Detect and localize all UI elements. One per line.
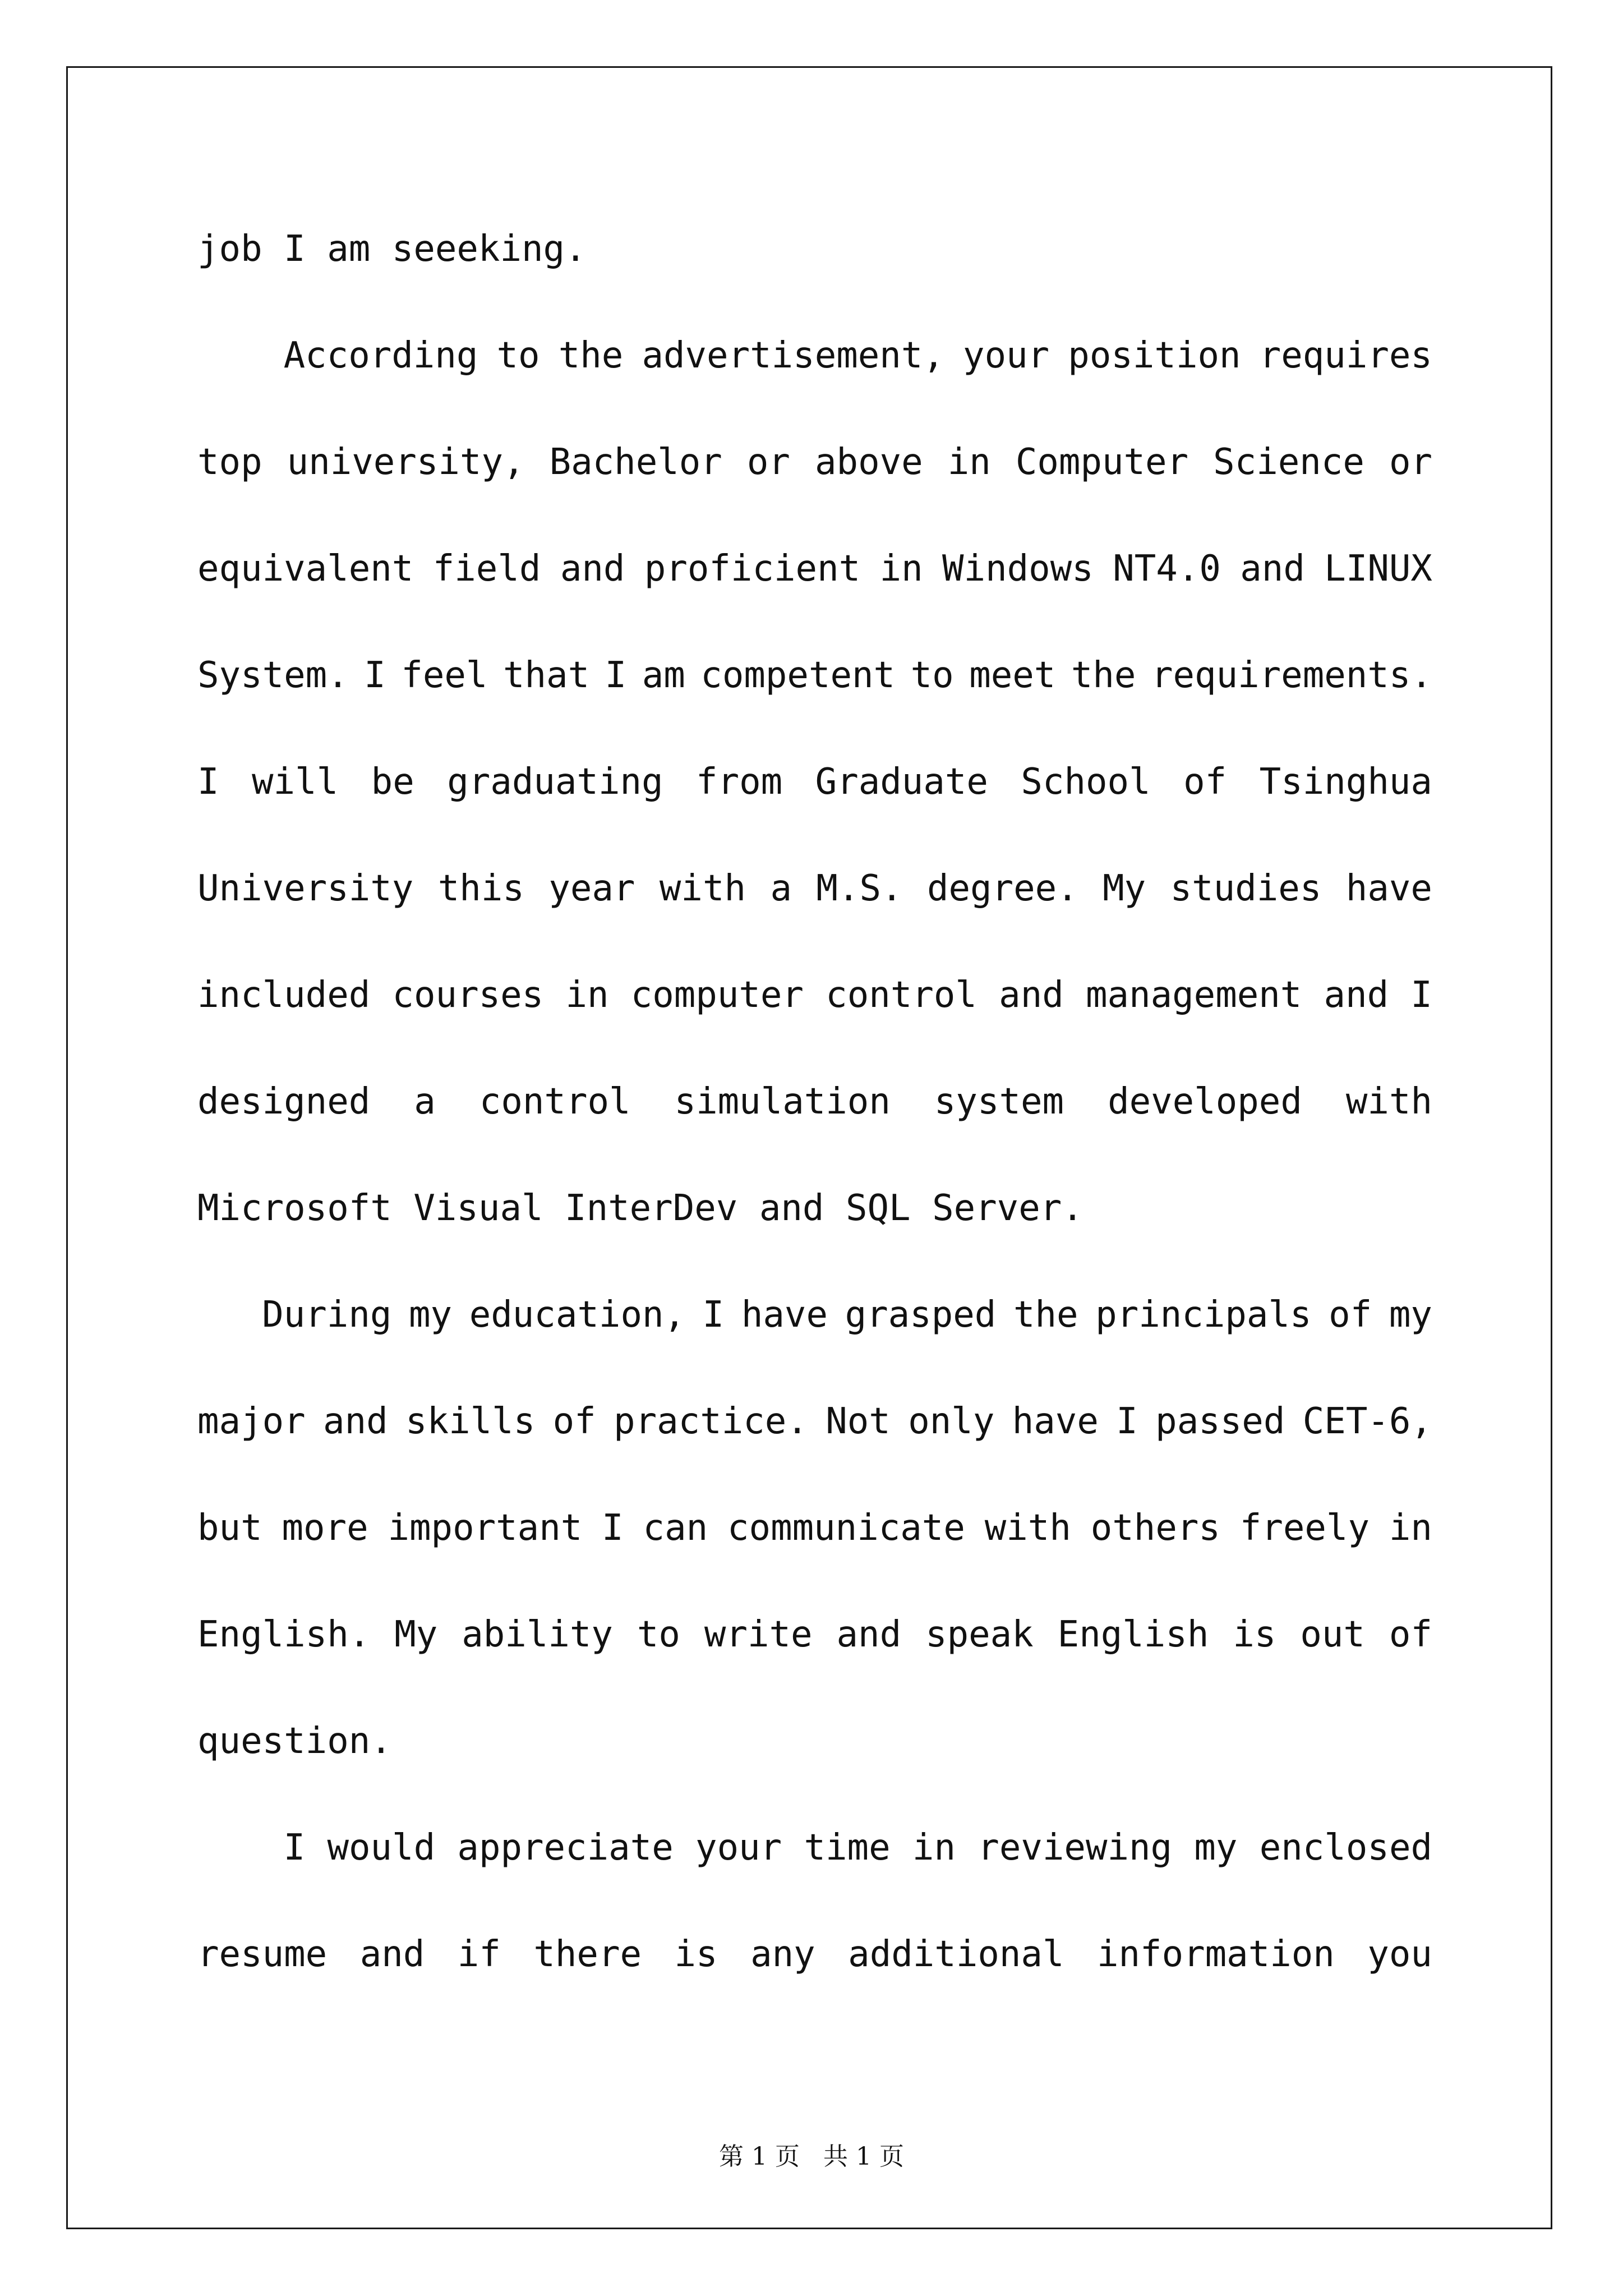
text-line xyxy=(197,1066,1432,1172)
word: of xyxy=(1329,1294,1372,1336)
text-line xyxy=(197,746,1432,853)
word: additional xyxy=(848,1934,1064,1975)
word: can xyxy=(643,1507,708,1549)
word: your xyxy=(963,335,1050,376)
word: in xyxy=(565,974,609,1016)
word: computer xyxy=(630,974,804,1016)
word: of xyxy=(552,1401,596,1442)
word: to xyxy=(496,335,540,376)
word: meet xyxy=(969,655,1056,696)
word: studies xyxy=(1170,868,1322,909)
word: My xyxy=(394,1614,438,1655)
word: or xyxy=(746,441,790,483)
word: a xyxy=(414,1081,436,1122)
word: advertisement, xyxy=(642,335,944,376)
word: Computer xyxy=(1015,441,1189,483)
text-line xyxy=(197,533,1432,639)
word: my xyxy=(1194,1827,1238,1869)
word: System. xyxy=(197,655,349,696)
word: appreciate xyxy=(457,1827,674,1869)
word: with xyxy=(659,868,746,909)
word: university, xyxy=(287,441,525,483)
word: English xyxy=(1057,1614,1209,1655)
word: control xyxy=(479,1081,631,1122)
word: control xyxy=(826,974,977,1016)
word: is xyxy=(674,1934,718,1975)
word: enclosed xyxy=(1259,1827,1432,1869)
word: designed xyxy=(197,1081,371,1122)
word: my xyxy=(409,1294,453,1336)
text-line xyxy=(197,853,1432,959)
word: University xyxy=(197,868,414,909)
word: resume xyxy=(197,1934,328,1975)
word: School xyxy=(1021,761,1151,803)
word: I xyxy=(197,761,219,803)
word: a xyxy=(770,868,792,909)
word: reviewing xyxy=(978,1827,1173,1869)
word: degree. xyxy=(926,868,1078,909)
word: Tsinghua xyxy=(1259,761,1432,803)
word: and xyxy=(999,974,1064,1016)
word: practice. xyxy=(614,1401,808,1442)
word: to xyxy=(637,1614,680,1655)
word: Bachelor xyxy=(549,441,722,483)
word: you xyxy=(1367,1934,1432,1975)
word: LINUX xyxy=(1324,548,1432,590)
word: and xyxy=(1324,974,1389,1016)
word: management xyxy=(1086,974,1302,1016)
word: this xyxy=(437,868,524,909)
word: NT4.0 xyxy=(1113,548,1221,590)
letter-body xyxy=(197,213,1432,2025)
word: system xyxy=(934,1081,1064,1122)
word: graduating xyxy=(447,761,663,803)
word: in xyxy=(912,1827,956,1869)
word: proficient xyxy=(644,548,861,590)
word: time xyxy=(804,1827,891,1869)
word: if xyxy=(457,1934,501,1975)
word: English. xyxy=(197,1614,371,1655)
word: field xyxy=(432,548,541,590)
text-line xyxy=(197,1918,1432,2025)
word: have xyxy=(1012,1401,1099,1442)
word: have xyxy=(1345,868,1432,909)
text-line: question. xyxy=(197,1720,392,1762)
word: and xyxy=(560,548,625,590)
text-line xyxy=(197,426,1432,533)
word: above xyxy=(815,441,923,483)
word: speak xyxy=(925,1614,1034,1655)
word: I xyxy=(605,655,627,696)
word: there xyxy=(533,1934,642,1975)
word: Windows xyxy=(942,548,1094,590)
word: According xyxy=(283,335,478,376)
text-line xyxy=(197,1599,1432,1705)
word: in xyxy=(879,548,923,590)
word: Science xyxy=(1213,441,1364,483)
word: have xyxy=(741,1294,828,1336)
word: and xyxy=(1240,548,1305,590)
word: would xyxy=(327,1827,436,1869)
word: the xyxy=(1013,1294,1078,1336)
word: position xyxy=(1068,335,1241,376)
word: major xyxy=(197,1401,306,1442)
word: simulation xyxy=(674,1081,891,1122)
word: with xyxy=(984,1507,1071,1549)
word: and xyxy=(323,1401,388,1442)
word: M.S. xyxy=(816,868,903,909)
word: or xyxy=(1389,441,1432,483)
word: and xyxy=(359,1934,425,1975)
word: to xyxy=(910,655,954,696)
word: Graduate xyxy=(815,761,988,803)
word: with xyxy=(1345,1081,1432,1122)
word: will xyxy=(252,761,339,803)
text-line: Microsoft Visual InterDev and SQL Server. xyxy=(197,1188,1083,1229)
word: in xyxy=(1389,1507,1432,1549)
word: passed xyxy=(1155,1401,1285,1442)
word: from xyxy=(696,761,783,803)
word: my xyxy=(1389,1294,1432,1336)
word: write xyxy=(704,1614,813,1655)
word: of xyxy=(1389,1614,1432,1655)
word: year xyxy=(548,868,635,909)
word: I xyxy=(1116,1401,1138,1442)
word: be xyxy=(371,761,414,803)
page-footer: 第 1 页 共 1 页 xyxy=(719,2142,904,2171)
word: I xyxy=(702,1294,725,1336)
text-line xyxy=(197,639,1432,746)
word: My xyxy=(1103,868,1146,909)
word: the xyxy=(1071,655,1136,696)
word: feel xyxy=(401,655,488,696)
text-line xyxy=(197,1386,1432,1492)
word: in xyxy=(947,441,991,483)
text-line xyxy=(197,1492,1432,1599)
word: developed xyxy=(1108,1081,1302,1122)
text-line xyxy=(197,1812,1432,1918)
word: included xyxy=(197,974,371,1016)
word: important xyxy=(388,1507,583,1549)
text-line xyxy=(197,959,1432,1066)
word: of xyxy=(1183,761,1227,803)
word: competent xyxy=(700,655,896,696)
word: any xyxy=(750,1934,815,1975)
word: equivalent xyxy=(197,548,414,590)
word: more xyxy=(282,1507,368,1549)
word: grasped xyxy=(845,1294,997,1336)
text-line: job I am seeeking. xyxy=(197,228,587,270)
word: Not xyxy=(826,1401,891,1442)
word: freely xyxy=(1239,1507,1370,1549)
word: I xyxy=(602,1507,624,1549)
word: principals xyxy=(1095,1294,1312,1336)
word: your xyxy=(695,1827,782,1869)
word: the xyxy=(558,335,624,376)
word: skills xyxy=(405,1401,536,1442)
text-line xyxy=(197,320,1432,426)
word: only xyxy=(908,1401,995,1442)
word: others xyxy=(1090,1507,1220,1549)
word: and xyxy=(836,1614,902,1655)
word: I xyxy=(364,655,386,696)
word: requirements. xyxy=(1151,655,1432,696)
word: I xyxy=(283,1827,306,1869)
text-line xyxy=(197,1279,1432,1386)
word: ability xyxy=(462,1614,613,1655)
word: CET-6, xyxy=(1302,1401,1432,1442)
word: but xyxy=(197,1507,262,1549)
word: top xyxy=(197,441,262,483)
word: requires xyxy=(1259,335,1432,376)
word: information xyxy=(1096,1934,1335,1975)
word: that xyxy=(502,655,590,696)
word: communicate xyxy=(727,1507,965,1549)
word: I xyxy=(1410,974,1432,1016)
word: am xyxy=(642,655,685,696)
word: education, xyxy=(469,1294,686,1336)
word: During xyxy=(262,1294,392,1336)
word: out xyxy=(1300,1614,1365,1655)
word: is xyxy=(1233,1614,1276,1655)
word: courses xyxy=(392,974,544,1016)
